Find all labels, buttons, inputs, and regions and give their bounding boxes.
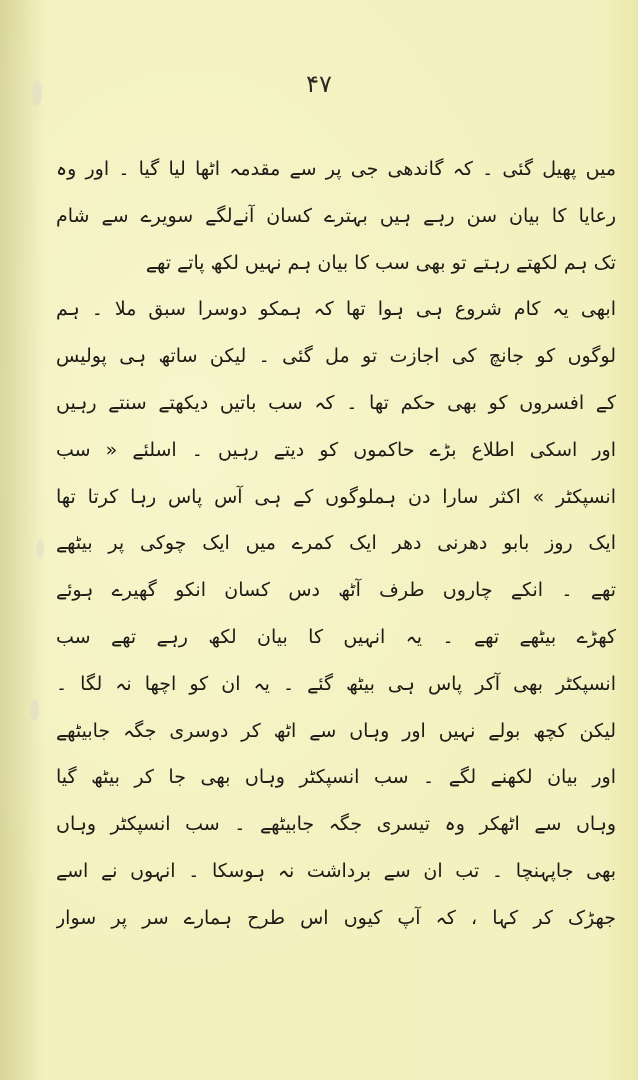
text-line: میں پھیل گئی ۔ کہ گاندھی جی پر سے مقدمہ اٹھا لیا گیا ۔ اور وہ — [56, 158, 616, 180]
text-line: بھی جاپہنچا ۔ تب ان سے برداشت نہ ہوسکا ۔ انہوں نے اسے — [56, 859, 616, 882]
text-line: لیکن کچھ بولے نہیں اور وہاں سے اٹھ کر دوسری جگہ جابیٹھے — [56, 719, 616, 742]
body-text — [56, 146, 616, 942]
text-line: اور بیان لکھنے لگے ۔ سب انسپکٹر وہاں بھی جا کر بیٹھ گیا — [56, 766, 616, 789]
text-line: جھڑک کر کہا ، کہ آپ کیوں اس طرح ہمارے سر پر سوار — [56, 906, 616, 929]
text-line: تھے ۔ انکے چاروں طرف آٹھ دس کسان انکو گھیرے ہوئے — [56, 579, 616, 602]
text-line: کھڑے بیٹھے تھے ۔ یہ انہیں کا بیان لکھ رہے تھے سب — [56, 625, 616, 648]
text-line: اور اسکی اطلاع بڑے حاکموں کو دیتے رہیں ۔ اسلئے « سب — [56, 438, 616, 461]
text-line: لوگوں کو جانچ کی اجازت تو مل گئی ۔ لیکن ساتھ ہی پولیس — [56, 345, 616, 368]
text-line: وہاں سے اٹھکر وہ تیسری جگہ جابیٹھے ۔ سب انسپکٹر وہاں — [56, 813, 616, 836]
text-line: انسپکٹر » اکثر سارا دن ہملوگوں کے ہی آس پاس رہا کرتا تھا — [56, 485, 616, 508]
text-line: ابھی یہ کام شروع ہی ہوا تھا کہ ہمکو دوسرا سبق ملا ۔ ہم — [56, 298, 616, 321]
text-line: رعایا کا بیان سن رہے ہیں بہترے کسان آنےلگے سویرے سے شام — [56, 204, 616, 227]
text-line: کے افسروں کو بھی حکم تھا ۔ کہ سب باتیں دیکھتے سنتے رہیں — [56, 391, 616, 414]
paper-blemish — [30, 700, 39, 720]
text-line: انسپکٹر بھی آکر پاس ہی بیٹھ گئے ۔ یہ ان کو اچھا نہ لگا ۔ — [56, 672, 616, 695]
text-line: ایک روز بابو دھرنی دھر ایک کمرے میں ایک چوکی پر بیٹھے — [56, 532, 616, 555]
paper-blemish — [36, 540, 44, 558]
page-number: ۴۷ — [306, 70, 332, 98]
text-line: تک ہم لکھتے رہتے تو بھی سب کا بیان ہم نہیں لکھ پاتے تھے — [145, 251, 616, 274]
